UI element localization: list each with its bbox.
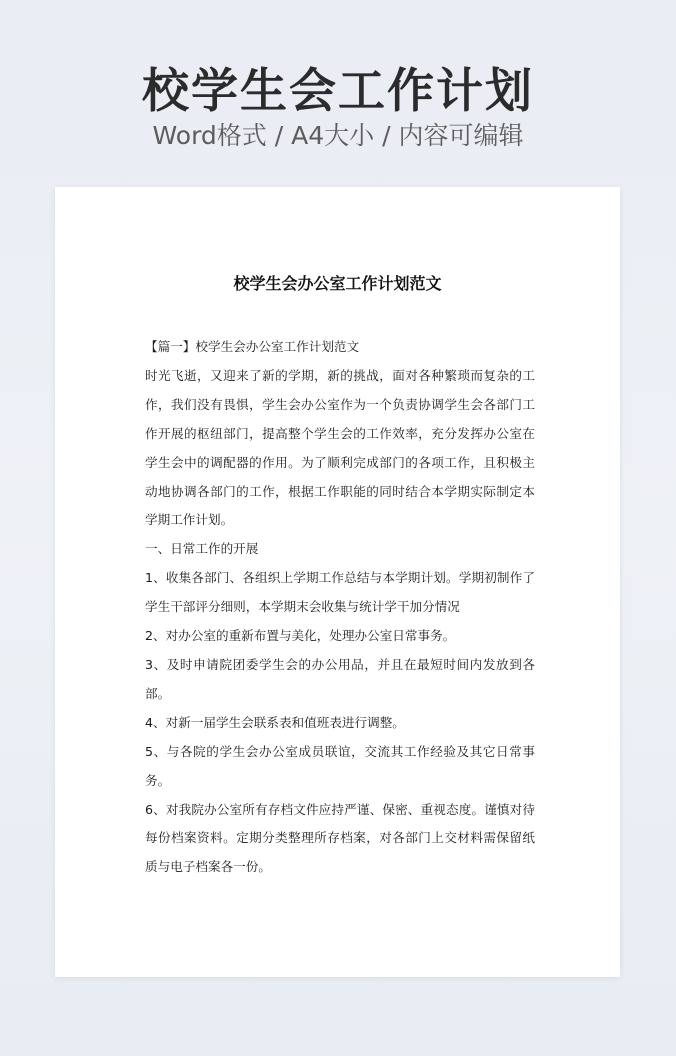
document-title: 校学生会办公室工作计划范文 — [233, 274, 442, 293]
list-item: 4、对新一届学生会联系表和值班表进行调整。 — [145, 714, 405, 730]
document-body — [145, 333, 535, 882]
banner-subtitle: Word格式 / A4大小 / 内容可编辑 — [152, 121, 524, 150]
banner-title: 校学生会工作计划 — [142, 64, 534, 119]
list-item: 2、对办公室的重新布置与美化，处理办公室日常事务。 — [145, 628, 456, 644]
list-item: 1、收集各部门、各组织上学期工作总结与本学期计划。学期初制作了学生干部评分细则，本学期末会收集与统计学干加分情况 — [145, 570, 535, 615]
list-item: 6、对我院办公室所有存档文件应持严谨、保密、重视态度。谨慎对待每份档案资料。定期分类整理所存档案，对各部门上交材料需保留纸质与电子档案各一份。 — [145, 801, 535, 875]
list-item: 3、及时申请院团委学生会的办公用品，并且在最短时间内发放到各部。 — [145, 656, 535, 701]
intro-paragraph: 时光飞逝，又迎来了新的学期，新的挑战，面对各种繁琐而复杂的工作，我们没有畏惧，学生会办公室作为一个负责协调学生会各部门工作开展的枢纽部门，提高整个学生会的工作效率，充分发挥办公室在学生会中的调配器的作用。为了顺利完成部门的各项工作，且积极主动地协调各部门的工作，根据工作职能的同时结合本学期实际制定本学期工作计划。 — [145, 367, 535, 528]
banner — [0, 0, 676, 186]
document-page — [55, 187, 620, 977]
section-heading-daily-work: 一、日常工作的开展 — [145, 541, 259, 557]
list-item: 5、与各院的学生会办公室成员联谊，交流其工作经验及其它日常事务。 — [145, 743, 535, 788]
section-heading-part-one: 【篇一】校学生会办公室工作计划范文 — [145, 339, 360, 354]
